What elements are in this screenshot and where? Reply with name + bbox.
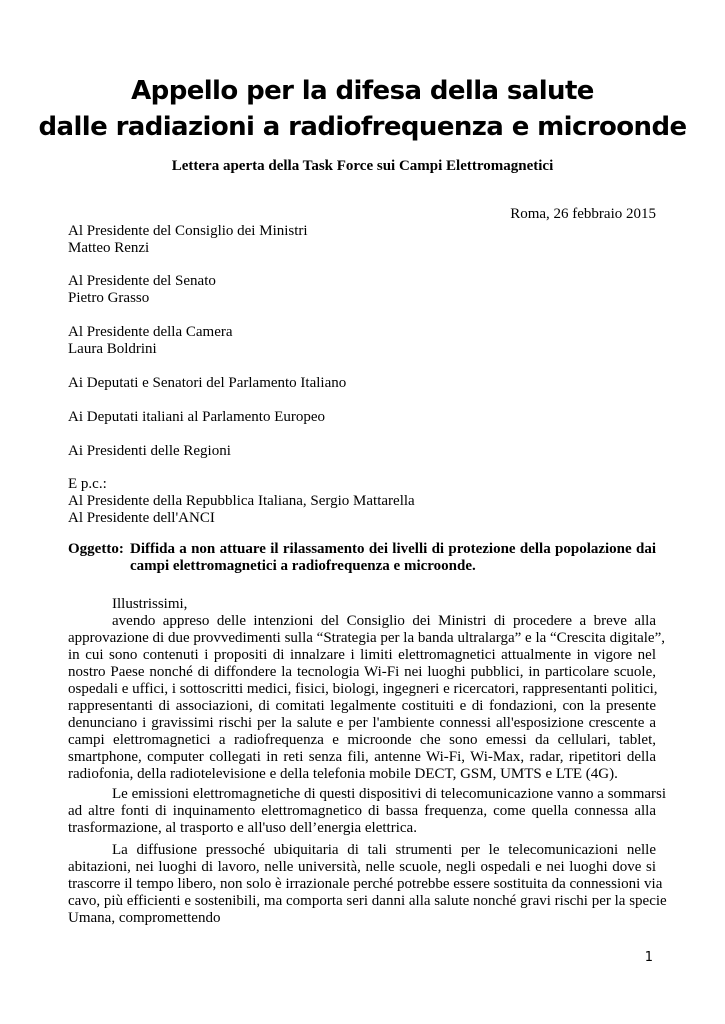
page-number: 1: [644, 950, 653, 965]
recipient-block-cc: [68, 476, 415, 527]
recipient-name: Pietro Grasso: [68, 290, 150, 306]
document-title-line-2: dalle radiazioni a radiofrequenza e microonde: [38, 112, 687, 142]
recipient-block-senate: [68, 273, 216, 307]
recipient-title: Al Presidente della Repubblica Italiana, Sergio Mattarella: [68, 493, 415, 509]
recipient-title: Al Presidente del Senato: [68, 273, 216, 289]
paragraph-line: campi elettromagnetici a radiofrequenza e microonde che sono emessi da cellulari, tablet,: [68, 732, 656, 748]
paragraph-1: [68, 613, 665, 783]
recipient-title: Ai Presidenti delle Regioni: [68, 443, 231, 459]
cc-label: E p.c.:: [68, 476, 107, 492]
paragraph-line: avendo appreso delle intenzioni del Consiglio dei Ministri di procedere a breve alla: [112, 613, 656, 629]
paragraph-line: denunciano i gravissimi rischi per la salute e per l'ambiente connessi all'esposizione crescente a: [68, 715, 656, 731]
recipient-block-prime-minister: [68, 223, 308, 257]
letter-date: Roma, 26 febbraio 2015: [510, 206, 656, 222]
subject-text: [130, 541, 656, 575]
recipient-title: Al Presidente dell'ANCI: [68, 510, 215, 526]
recipient-block-regions: [68, 443, 231, 460]
paragraph-line: ospedali e uffici, i sottoscritti medici, fisici, biologi, ingegneri e ricercatori, rappresentanti politici,: [68, 681, 658, 697]
paragraph-3: [68, 842, 667, 927]
document-subtitle: Lettera aperta della Task Force sui Campi Elettromagnetici: [171, 158, 554, 174]
paragraph-line: La diffusione pressoché ubiquitaria di tali strumenti per le telecomunicazioni nelle: [112, 842, 656, 858]
subject-line: campi elettromagnetici a radiofrequenza e microonde.: [130, 558, 476, 574]
recipient-name: Matteo Renzi: [68, 240, 150, 256]
recipient-title: Al Presidente del Consiglio dei Ministri: [68, 223, 308, 239]
recipient-title: Ai Deputati italiani al Parlamento Europeo: [68, 409, 326, 425]
paragraph-2: [68, 786, 667, 837]
document-title-line-1: Appello per la difesa della salute: [131, 76, 594, 106]
salutation: Illustrissimi,: [112, 596, 188, 612]
paragraph-line: trasformazione, al trasporto e all'uso dell’energia elettrica.: [68, 820, 417, 836]
recipient-title: Al Presidente della Camera: [68, 324, 233, 340]
paragraph-line: rappresentanti di associazioni, di comitati legalmente costituiti e di fondazioni, con la presente: [68, 698, 656, 714]
paragraph-line: trascorre il tempo libero, non solo è irrazionale perché potrebbe essere sostituita da connessioni via: [68, 876, 663, 892]
paragraph-line: approvazione di due provvedimenti sulla “Strategia per la banda ultralarga” e la “Crescita digitale”,: [68, 630, 665, 646]
paragraph-line: cavo, più efficienti e sostenibili, ma comporta seri danni alla salute nonché gravi rischi per la specie: [68, 893, 667, 909]
paragraph-line: smartphone, computer collegati in reti senza fili, antenne Wi-Fi, Wi-Max, radar, ripetitori della: [68, 749, 656, 765]
paragraph-line: nostro Paese nonché di diffondere la tecnologia Wi-Fi nei luoghi pubblici, in particolare scuole,: [68, 664, 656, 680]
paragraph-line: abitazioni, nei luoghi di lavoro, nelle università, nelle scuole, negli ospedali e nei luoghi dove si: [68, 859, 656, 875]
paragraph-line: radiofonia, della radiotelevisione e della telefonia mobile DECT, GSM, UMTS e LTE (4G).: [68, 766, 618, 782]
subject-label: Oggetto:: [68, 541, 124, 557]
paragraph-line: in cui sono contenuti i propositi di innalzare i limiti elettromagnetici attualmente in vigore nel: [68, 647, 656, 663]
recipient-block-chamber: [68, 324, 233, 358]
paragraph-line: ad altre fonti di inquinamento elettromagnetico di bassa frequenza, come quella connessa alla: [68, 803, 656, 819]
subject-line: Diffida a non attuare il rilassamento dei livelli di protezione della popolazione dai: [130, 541, 656, 557]
paragraph-line: Umana, compromettendo: [68, 910, 221, 926]
recipient-block-parliament: [68, 375, 346, 392]
recipient-name: Laura Boldrini: [68, 341, 157, 357]
recipient-block-european-parliament: [68, 409, 325, 426]
recipient-title: Ai Deputati e Senatori del Parlamento Italiano: [68, 375, 347, 391]
paragraph-line: Le emissioni elettromagnetiche di questi dispositivi di telecomunicazione vanno a sommarsi: [112, 786, 667, 802]
